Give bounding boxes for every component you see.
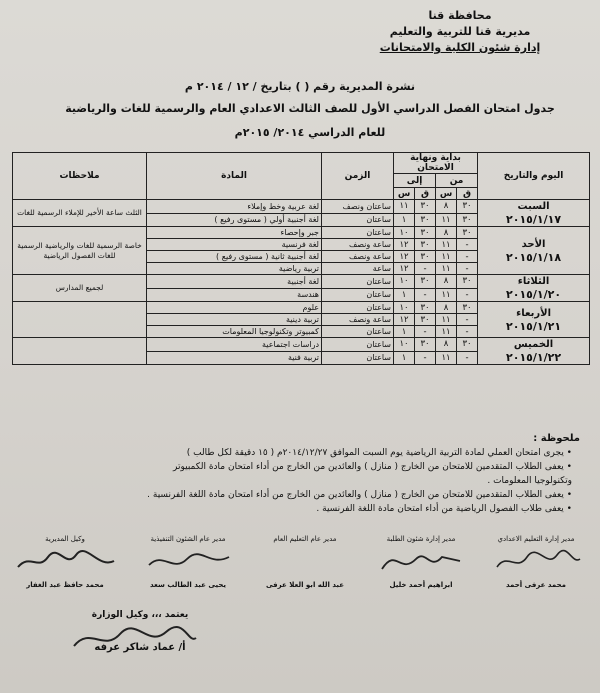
note-cell (13, 302, 147, 338)
time-cell-ts: ١٢ (394, 263, 415, 275)
note-cell: لجميع المدارس (13, 275, 147, 302)
header-time: الزمن (322, 153, 394, 200)
time-cell-tq: - (415, 351, 436, 365)
day-name: الأربعاء (516, 307, 551, 319)
signature-title: مدير عام التعليم العام (273, 535, 337, 543)
time-cell-fq: - (457, 251, 478, 263)
time-cell-fq: ٣٠ (457, 227, 478, 239)
time-cell-fq: ٣٠ (457, 302, 478, 314)
note-item: • يعفى الطلاب المتقدمين للامتحان من الخارج ( منازل ) والعائدين من الخارج من أداء امتحان مادة الكمبيوتر (172, 462, 572, 472)
header-from: من (436, 174, 478, 188)
time-cell-ts: ١٢ (394, 239, 415, 251)
document-title: جدول امتحان الفصل الدراسي الأول للصف الثالث الاعدادي العام والرسمية للغات والرياضية (65, 102, 555, 115)
time-cell-ts: ١٠ (394, 275, 415, 289)
time-cell-tq: - (415, 288, 436, 302)
time-cell-fs: ٨ (436, 227, 457, 239)
handwritten-signature (143, 547, 233, 577)
time-cell-fs: ١١ (436, 239, 457, 251)
header-to: إلى (394, 174, 436, 188)
header-to-s: س (394, 188, 415, 200)
time-cell-fq: - (457, 326, 478, 338)
signature-name: عبد الله ابو العلا عرفى (265, 581, 345, 589)
document-subtitle: للعام الدراسي ٢٠١٤/ ٢٠١٥م (234, 126, 386, 139)
time-cell-ts: ١ (394, 351, 415, 365)
handwritten-signature (492, 547, 582, 577)
directorate-line: مديرية قنا للتربية والتعليم (389, 25, 531, 38)
table-row (13, 227, 590, 239)
header-subject: المادة (147, 153, 322, 200)
signature-name: محمد عرفى أحمد (506, 581, 566, 589)
duration-cell: ساعة (322, 263, 394, 275)
time-cell-fs: ١١ (436, 326, 457, 338)
time-cell-ts: ١٠ (394, 227, 415, 239)
signature-name: محمد حافظ عبد الغفار (26, 581, 104, 589)
day-cell (478, 338, 590, 365)
time-cell-fs: ٨ (436, 302, 457, 314)
time-cell-fs: ٨ (436, 338, 457, 352)
time-cell-fq: - (457, 288, 478, 302)
day-name: الأحد (521, 238, 546, 250)
handwritten-signature (378, 545, 463, 577)
time-cell-fs: ١١ (436, 351, 457, 365)
day-cell (478, 200, 590, 227)
day-name: السبت (517, 201, 550, 212)
note-item: • يعفى الطلاب المتقدمين للامتحان من الخارج ( منازل ) والعائدين من الخارج من أداء امتحان مادة اللغة الفرنسية . (147, 490, 572, 500)
notice-line: نشرة المديرية رقم ( ) بتاريخ / ١٢ / ٢٠١٤ م (184, 80, 416, 93)
signature-title: مدير إدارة التعليم الاعدادي (497, 535, 575, 543)
handwritten-signature (70, 622, 200, 656)
time-cell-tq: ٣٠ (415, 338, 436, 352)
duration-cell: ساعتان (322, 338, 394, 352)
time-cell-fq: - (457, 351, 478, 365)
day-date: ٢٠١٥/١/١٨ (506, 250, 562, 264)
time-cell-ts: ١ (394, 288, 415, 302)
time-cell-ts: ١ (394, 326, 415, 338)
duration-cell: ساعتان (322, 227, 394, 239)
duration-cell: ساعة ونصف (322, 251, 394, 263)
notes-title: ملحوظة : (533, 433, 580, 444)
subject-cell: لغة فرنسية (147, 239, 322, 251)
duration-cell: ساعتان (322, 302, 394, 314)
subject-cell: لغة أجنبية ثانية ( مستوى رفيع ) (147, 251, 322, 263)
subject-cell: كمبيوتر وتكنولوجيا المعلومات (147, 326, 322, 338)
time-cell-fq: - (457, 314, 478, 326)
time-cell-fq: - (457, 263, 478, 275)
table-row (13, 302, 590, 314)
governorate-line: محافظة قنا (428, 9, 492, 22)
time-cell-tq: - (415, 326, 436, 338)
signature-name: يحيى عبد الطالب سعد (150, 581, 226, 589)
note-item: • يجرى امتحان العملي لمادة التربية الرياضية يوم السبت الموافق ٢٠١٤/١٢/٢٧م ( ١٥ دقيقة لكل طالب ) (186, 448, 572, 458)
day-cell (478, 302, 590, 338)
time-cell-tq: ٣٠ (415, 275, 436, 289)
time-cell-ts: ١٢ (394, 251, 415, 263)
duration-cell: ساعتان ونصف (322, 200, 394, 214)
header-from-s: س (436, 188, 457, 200)
time-cell-ts: ١٢ (394, 314, 415, 326)
day-name: الثلاثاء (517, 276, 550, 287)
subject-cell: دراسات اجتماعية (147, 338, 322, 352)
time-cell-ts: ١٠ (394, 302, 415, 314)
signature-title: وكيل المديرية (45, 535, 85, 543)
duration-cell: ساعتان (322, 326, 394, 338)
notes-list (32, 446, 572, 516)
duration-cell: ساعتان (322, 213, 394, 227)
subject-cell: هندسة (147, 288, 322, 302)
table-row (13, 275, 590, 289)
time-cell-tq: ٣٠ (415, 239, 436, 251)
header-day-date: اليوم والتاريخ (478, 153, 590, 200)
note-item: • يعفى طلاب الفصول الرياضية من أداء امتحان مادة اللغة الفرنسية . (316, 504, 572, 514)
time-cell-tq: - (415, 263, 436, 275)
subject-cell: لغة أجنبية أولي ( مستوى رفيع ) (147, 213, 322, 227)
header-to-q: ق (415, 188, 436, 200)
department-line: إدارة شئون الكلية والامتحانات (379, 41, 541, 54)
table-row (13, 338, 590, 352)
time-cell-ts: ١١ (394, 200, 415, 214)
handwritten-signature (14, 547, 119, 577)
subject-cell: تربية فنية (147, 351, 322, 365)
subject-cell: لغة عربية وخط وإملاء (147, 200, 322, 214)
signature-block (367, 535, 475, 589)
duration-cell: ساعتان (322, 288, 394, 302)
duration-cell: ساعتان (322, 351, 394, 365)
time-cell-fs: ٨ (436, 200, 457, 214)
header-notes: ملاحظات (13, 153, 147, 200)
subject-cell: تربية دينية (147, 314, 322, 326)
day-cell (478, 275, 590, 302)
day-date: ٢٠١٥/١/٢٢ (506, 351, 562, 364)
time-cell-fq: ٣٠ (457, 275, 478, 289)
duration-cell: ساعة ونصف (322, 239, 394, 251)
duration-cell: ساعة ونصف (322, 314, 394, 326)
header-from-q: ق (457, 188, 478, 200)
time-cell-fs: ١١ (436, 213, 457, 227)
time-cell-fs: ٨ (436, 275, 457, 289)
subject-cell: لغة أجنبية (147, 275, 322, 289)
signatures-row (0, 535, 600, 605)
day-name: الخميس (513, 339, 554, 350)
subject-cell: جبر وإحصاء (147, 227, 322, 239)
time-cell-tq: ٣٠ (415, 213, 436, 227)
day-cell (478, 227, 590, 275)
time-cell-ts: ١٠ (394, 338, 415, 352)
signature-block (128, 535, 248, 589)
table-row (13, 200, 590, 214)
time-cell-fs: ١١ (436, 263, 457, 275)
signature-name: ابراهيم أحمد خليل (389, 581, 453, 589)
time-cell-fq: - (457, 239, 478, 251)
letterhead (340, 8, 580, 56)
signature-title: مدير عام الشئون التنفيذية (150, 535, 226, 543)
time-cell-tq: ٣٠ (415, 302, 436, 314)
approval-title: يعتمد ،،، وكيل الوزارة (91, 610, 189, 620)
subject-cell: علوم (147, 302, 322, 314)
approval-name: أ/ عماد شاكر عرفه (94, 642, 186, 653)
header-start-end: بداية ونهاية الامتحان (394, 153, 478, 174)
exam-schedule-table (12, 152, 590, 365)
time-cell-tq: ٣٠ (415, 227, 436, 239)
signature-block (480, 535, 592, 589)
time-cell-fs: ١١ (436, 288, 457, 302)
subject-cell: تربية رياضية (147, 263, 322, 275)
signature-block (250, 535, 360, 589)
day-date: ٢٠١٥/١/٢١ (506, 319, 562, 333)
time-cell-fq: ٣٠ (457, 338, 478, 352)
time-cell-tq: ٣٠ (415, 200, 436, 214)
time-cell-tq: ٣٠ (415, 314, 436, 326)
time-cell-ts: ١ (394, 213, 415, 227)
time-cell-fs: ١١ (436, 251, 457, 263)
approval-block (40, 610, 240, 653)
time-cell-fs: ١١ (436, 314, 457, 326)
note-cell: خاصة الرسمية للغات والرياضية الرسمية للغات الفصول الرياضية (13, 227, 147, 275)
signature-title: مدير إدارة شئون الطلبة (386, 535, 456, 543)
signature-block (6, 535, 124, 589)
duration-cell: ساعتان (322, 275, 394, 289)
note-cell (13, 338, 147, 365)
time-cell-tq: ٣٠ (415, 251, 436, 263)
time-cell-fq: ٣٠ (457, 213, 478, 227)
note-cell: الثلث ساعة الأخير للإملاء الرسمية للغات (13, 200, 147, 227)
note-item: وتكنولوجيا المعلومات . (487, 476, 572, 486)
day-date: ٢٠١٥/١/٢٠ (506, 288, 562, 301)
day-date: ٢٠١٥/١/١٧ (506, 213, 562, 226)
time-cell-fq: ٣٠ (457, 200, 478, 214)
